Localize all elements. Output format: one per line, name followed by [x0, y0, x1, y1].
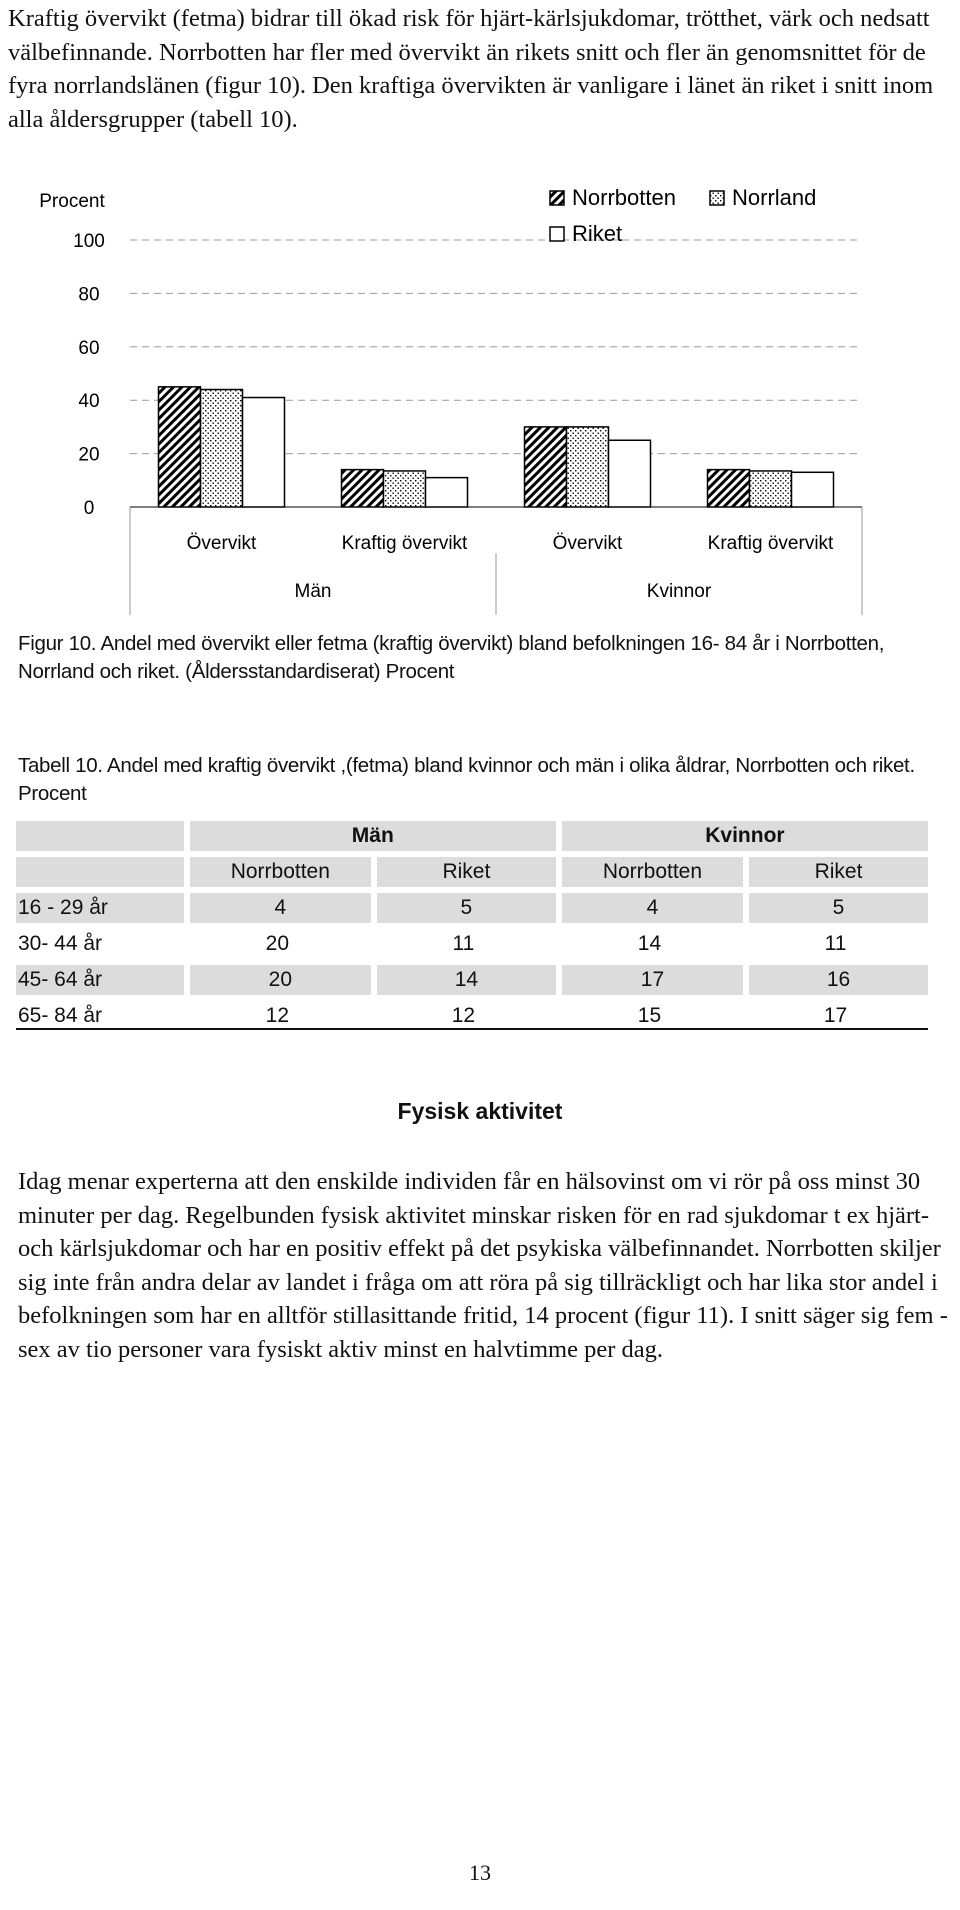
table-cell: 12 [184, 1001, 371, 1031]
table-group-header-row [16, 821, 928, 851]
table-row [16, 893, 928, 923]
y-tick-label: 40 [78, 391, 100, 413]
bar-riket [792, 472, 834, 507]
table-column-header: Norrbotten [556, 857, 743, 887]
x-category-label: Kraftig övervikt [341, 533, 468, 554]
intro-paragraph: Kraftig övervikt (fetma) bidrar till ökad risk för hjärt-kärlsjukdomar, trötthet, värk och nedsatt välbefinnande. Norrbotten har fler med övervikt än rikets snitt och fler än genomsnittet för de fyra norrlandslänen (figur 10). Den kraftiga övervikten är vanligare i länet än riket i snitt inom alla åldersgrupper (tabell 10). [8, 5, 934, 133]
table-column-header: Riket [371, 857, 556, 887]
legend-swatch [550, 227, 564, 241]
table-row-label: 65- 84 år [16, 1001, 184, 1031]
y-tick-label: 20 [78, 444, 100, 466]
table-cell: 4 [184, 893, 371, 923]
legend-swatch [710, 191, 724, 205]
figure-10-bar-chart [0, 185, 960, 615]
bar-norrbotten [708, 470, 750, 507]
table-cell: 17 [743, 1001, 928, 1031]
table-cell: 4 [556, 893, 743, 923]
table-cell: 15 [556, 1001, 743, 1031]
y-tick-label: 0 [83, 498, 95, 519]
table-corner-cell [16, 857, 184, 887]
bar-norrland [567, 427, 609, 507]
y-axis-title: Procent [39, 191, 105, 212]
x-category-label: Övervikt [552, 533, 623, 554]
table-column-header: Norrbotten [184, 857, 371, 887]
legend-swatch [550, 191, 564, 205]
table-cell: 11 [371, 929, 556, 959]
table-cell: 12 [371, 1001, 556, 1031]
table-row [16, 965, 928, 995]
table-cell: 20 [184, 929, 371, 959]
bar-norrland [750, 471, 792, 507]
bar-riket [426, 478, 468, 507]
table-group-header: Kvinnor [556, 821, 928, 851]
x-group-label: Män [294, 581, 332, 602]
table-cell: 20 [184, 965, 371, 995]
table-caption: Tabell 10. Andel med kraftig övervikt ,(fetma) bland kvinnor och män i olika åldrar, Norrbotten och riket. Procent [18, 754, 915, 805]
table-cell: 14 [556, 929, 743, 959]
y-tick-label: 80 [78, 284, 100, 306]
bar-riket [609, 440, 651, 507]
legend-label: Norrland [732, 185, 817, 210]
bar-norrland [384, 471, 426, 507]
table-row [16, 1001, 928, 1031]
legend-label: Norrbotten [572, 185, 676, 210]
table-group-header: Män [184, 821, 556, 851]
x-category-label: Övervikt [186, 533, 257, 554]
table-cell: 11 [743, 929, 928, 959]
table-row-label: 16 - 29 år [16, 893, 184, 923]
table-sub-header-row [16, 857, 928, 887]
body-paragraph: Idag menar experterna att den enskilde individen får en hälsovinst om vi rör på oss minst 30 minuter per dag. Regelbunden fysisk aktivitet minskar risken för en rad sjukdomar t ex hjärt- och kärlsjukdomar och har en positiv effekt på det psykiska välbefinnandet. Norrbotten skiljer sig inte från andra delar av landet i fråga om att röra på sig tillräckligt och har lika stor andel i befolkningen som har en alltför stillasittande fritid, 14 procent (figur 11). I snitt säger sig fem - sex av tio personer vara fysiskt aktiv minst en halvtimme per dag. [18, 1168, 948, 1363]
table-row [16, 929, 928, 959]
bar-norrland [201, 390, 243, 507]
bar-norrbotten [159, 387, 201, 507]
table-cell: 5 [371, 893, 556, 923]
y-tick-label: 100 [73, 231, 105, 252]
table-row-label: 45- 64 år [16, 965, 184, 995]
table-cell: 16 [743, 965, 928, 995]
figure-caption: Figur 10. Andel med övervikt eller fetma (kraftig övervikt) bland befolkningen 16- 84 år i Norrbotten, Norrland och riket. (Åldersstandardiserat) Procent [18, 632, 885, 683]
table-cell: 17 [556, 965, 743, 995]
y-tick-label: 60 [78, 337, 100, 359]
bar-norrbotten [342, 470, 384, 507]
table-cell: 14 [371, 965, 556, 995]
x-category-label: Kraftig övervikt [707, 533, 834, 554]
x-group-label: Kvinnor [646, 581, 712, 602]
page-number: 13 [469, 1860, 491, 1885]
table-column-header: Riket [743, 857, 928, 887]
table-corner-cell [16, 821, 184, 851]
legend-label: Riket [572, 221, 623, 246]
bar-riket [243, 398, 285, 507]
bar-norrbotten [525, 427, 567, 507]
table-bottom-rule [16, 1028, 928, 1030]
section-heading: Fysisk aktivitet [397, 1098, 563, 1124]
table-row-label: 30- 44 år [16, 929, 184, 959]
table-10 [16, 815, 928, 1037]
table-cell: 5 [743, 893, 928, 923]
